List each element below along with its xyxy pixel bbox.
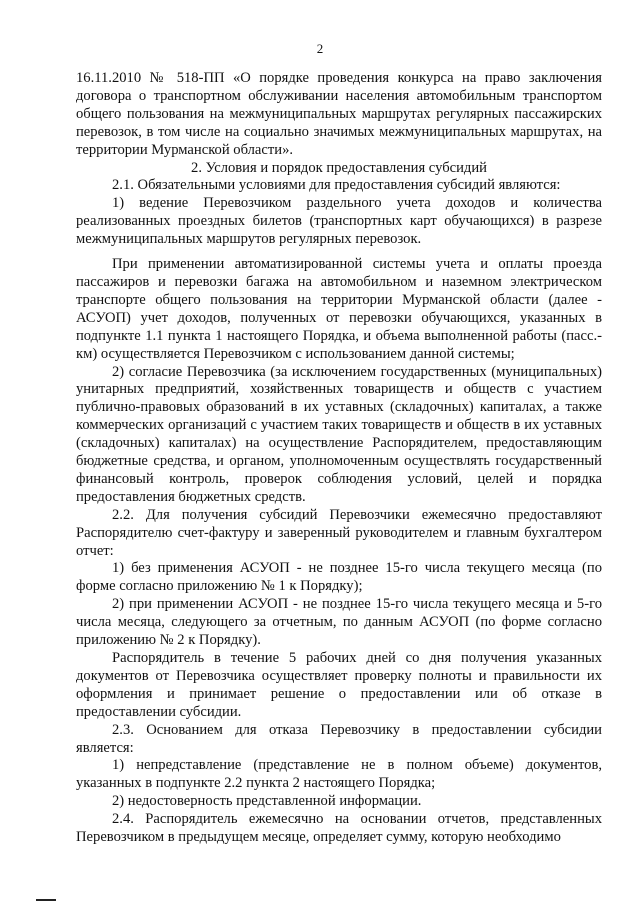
scan-edge-mark (36, 899, 56, 901)
paragraph-2-3-item-1: 1) непредставление (представление не в полном объеме) документов, указанных в подпункте 2.2 пункта 2 настоящего Порядка; (76, 757, 602, 792)
paragraph-2-1: 2.1. Обязательными условиями для предоставления субсидий являются: (112, 177, 561, 194)
document-body (76, 70, 602, 847)
paragraph-2-3: 2.3. Основанием для отказа Перевозчику в предоставлении субсидии является: (76, 721, 602, 756)
page-number: 2 (316, 41, 324, 56)
section-heading: 2. Условия и порядок предоставления субсидий (191, 159, 487, 176)
paragraph-2-2-item-2: 2) при применении АСУОП - не позднее 15-го числа текущего месяца и 5-го числа месяца, следующего за отчетным, по данным АСУОП (по форме согласно приложению № 2 к Порядку). (76, 596, 602, 649)
paragraph-asuop-accounting: При применении автоматизированной системы учета и оплаты проезда пассажиров и перевозки багажа на автомобильном и наземном электрическом транспорте общего пользования на территории Мурманской области (далее - АСУОП) учет доходов, полученных от перевозки обучающихся, указанных в подпункте 1.1 пункта 1 настоящего Порядка, и объема выполненной работы (пасс.-км) осуществляется Перевозчиком с использованием данной системы; (76, 256, 602, 362)
paragraph-2-2-item-1: 1) без применения АСУОП - не позднее 15-го числа текущего месяца (по форме согласно приложению № 1 к Порядку); (76, 560, 602, 595)
paragraph-decree-reference: 16.11.2010 № 518-ПП «О порядке проведения конкурса на право заключения договора о транспортном обслуживании населения автомобильным транспортом общего пользования на межмуниципальных маршрутах регулярных пассажирских перевозок, в том числе на социально значимых межмуниципальных маршрутах, на территории Мурманской области». (76, 70, 602, 158)
paragraph-distributor-review: Распорядитель в течение 5 рабочих дней со дня получения указанных документов от Перевозчика осуществляет проверку полноты и правильности их оформления и принимает решение о предоставлении или об отказе в предоставлении субсидии. (76, 650, 602, 720)
paragraph-2-4: 2.4. Распорядитель ежемесячно на основании отчетов, представленных Перевозчиком в предыдущем месяце, определяет сумму, которую необходимо (76, 811, 602, 846)
paragraph-2-2: 2.2. Для получения субсидий Перевозчики ежемесячно предоставляют Распорядителю счет-фактуру и заверенный руководителем и главным бухгалтером отчет: (76, 506, 602, 559)
paragraph-2-1-item-2: 2) согласие Перевозчика (за исключением государственных (муниципальных) унитарных предприятий, хозяйственных товариществ и обществ с участием публично-правовых образований в их уставных (складочных) капиталах, а также коммерческих организаций с участием таких товариществ и обществ в их уставных (складочных) капиталах) на осуществление Распорядителем, предоставляющим бюджетные средства, и органом, уполномоченным осуществлять государственный финансовый контроль, проверок соблюдения условий, целей и порядка предоставления бюджетных средств. (76, 363, 602, 505)
paragraph-2-3-item-2: 2) недостоверность представленной информации. (112, 793, 422, 810)
paragraph-2-1-item-1: 1) ведение Перевозчиком раздельного учета доходов и количества реализованных проездных билетов (транспортных карт обучающихся) в разрезе межмуниципальных маршрутов регулярных перевозок. (76, 195, 602, 248)
